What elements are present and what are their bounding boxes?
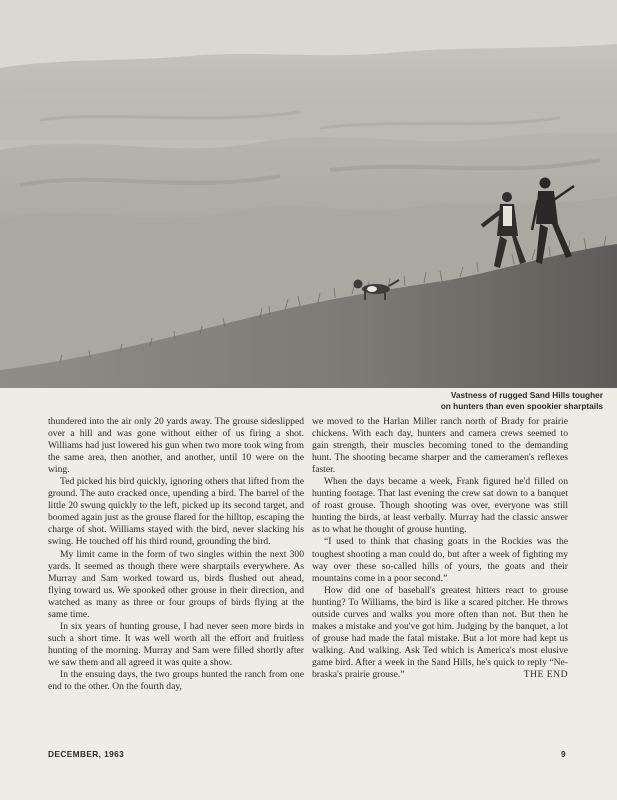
paragraph: In the ensuing days, the two groups hunted the ranch from one end to the other. On the fourth day, (48, 668, 304, 693)
paragraph (312, 585, 568, 681)
paragraph: Ted picked his bird quickly, ignoring others that lifted from the ground. The auto cracked once, upending a bird. The barrel of the little 20 swung quickly to the left, picked up its second target, and boomed again just as the grouse flared for the hilltop, escaping the charge of shot. Williams stayed with the bird, never slacking his swing. He touched off his third round, grounding the bird. (48, 476, 304, 548)
caption-line-2: on hunters than even spookier sharptails (440, 401, 603, 411)
paragraph: When the days became a week, Frank figured he'd filled on hunting footage. That last evening the crew sat down to a banquet of roast grouse. Though shooting was over, everyone was still hunting the birds, at least verbally. Murray had the classic answer as to what he thought of grouse hunting. (312, 476, 568, 536)
page-number: 9 (561, 749, 566, 759)
paragraph: thundered into the air only 20 yards away. The grouse sideslipped over a hill and was gone without either of us firing a shot. Williams had just lowered his gun when two more took wing from the same area, then another, and another, until 10 were on the wing. (48, 416, 304, 476)
caption-line-1: Vastness of rugged Sand Hills tougher (450, 390, 603, 400)
hunting-photo (0, 0, 617, 388)
paragraph: In six years of hunting grouse, I had never seen more birds in such a short time. It was well worth all the effort and fruitless hunting of the morning. Murray and Sam were filled shortly after we saw them and all agreed it was quite a show. (48, 620, 304, 668)
end-mark: THE END (523, 668, 568, 680)
article-column-right (312, 416, 568, 681)
paragraph: we moved to the Harlan Miller ranch north of Brady for prairie chickens. With each day, hunters and camera crews seemed to gain strength, their muscles becoming toned to the demanding hunt. The shooting became sharper and the cameramen's reflexes faster. (312, 416, 568, 476)
paragraph: My limit came in the form of two singles within the next 300 yards. It seemed as though there were sharptails everywhere. As Murray and Sam worked toward us, birds flushed out ahead, flying toward us. We spooked other grouse in their direction, and watched as many as three or four groups of birds flying at the same time. (48, 548, 304, 620)
issue-date: DECEMBER, 1963 (48, 749, 125, 759)
article-column-left (48, 416, 304, 693)
final-paragraph-text: How did one of baseball's greatest hitters react to grouse hunting? To Williams, the bird is like a scared pitcher. He throws outside curves and walks you more often than not. But then he makes a mistake and you've got him. Judging by the banquet, a lot of grouse had made the fatal mistake. But a lot more had kept us walking. And walking. Ask Ted which is America's most elusive game bird. After a week in the Sand Hills, he's quick to reply “Nebraska's prairie grouse.” (312, 584, 568, 680)
prairie-hunt-illustration (0, 0, 617, 388)
photo-caption (303, 390, 603, 412)
paragraph: “I used to think that chasing goats in the Rockies was the toughest shooting a man could do, but after a week of fighting my way over these so-called hills of yours, the goats and their mountains come in a poor second.” (312, 536, 568, 584)
